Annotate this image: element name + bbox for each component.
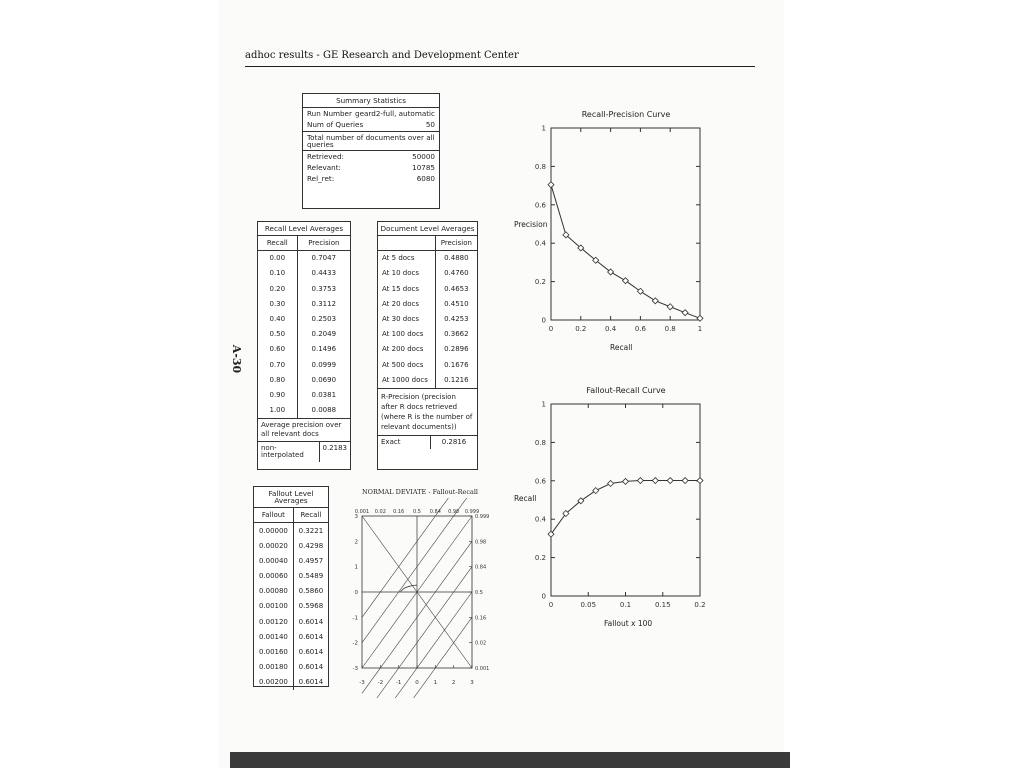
rp-point [652, 298, 658, 304]
recall-level-row [258, 327, 350, 342]
total-docs-label: Total number of documents over all queries [307, 132, 435, 149]
exact-label: Exact [378, 436, 431, 449]
doc-precision-col-header: Precision [435, 236, 477, 251]
doc-level-key: At 15 docs [382, 284, 419, 293]
recall-level-row [258, 358, 350, 373]
doc-level-row [378, 282, 477, 297]
normal-deviate-plot [348, 498, 498, 698]
doc-level-key: At 500 docs [382, 360, 424, 369]
fr-frame [551, 404, 700, 596]
doc-level-key: At 10 docs [382, 269, 419, 278]
recall-level-value: 0.3753 [297, 282, 350, 297]
fallout-level-key: 0.00000 [258, 526, 288, 535]
recall-level-title: Recall Level Averages [258, 222, 350, 236]
summary-title: Summary Statistics [303, 94, 439, 108]
rp-xtick-label: 0.8 [664, 325, 676, 333]
fr-point [608, 480, 614, 486]
fallout-level-value: 0.6014 [293, 660, 328, 675]
recall-level-row [258, 403, 350, 418]
doc-level-value: 0.4510 [435, 297, 477, 312]
fr-point [697, 478, 703, 484]
fr-point [623, 478, 629, 484]
nd-right-tick: 0.84 [475, 564, 487, 571]
fallout-level-value: 0.4957 [293, 554, 328, 569]
page-number-label: A-30 [230, 344, 243, 374]
fallout-level-key: 0.00140 [258, 632, 288, 641]
fallout-level-title: Fallout Level Averages [254, 487, 328, 508]
nd-left-tick: 2 [354, 539, 358, 546]
fr-point [637, 478, 643, 484]
fallout-level-value: 0.6014 [293, 675, 328, 690]
fallout-level-box [253, 486, 329, 687]
nd-left-tick: -2 [352, 640, 358, 647]
rp-frame [551, 128, 700, 320]
nd-bottom-tick: -2 [377, 680, 384, 686]
fr-ytick-label: 1 [541, 400, 546, 409]
num-queries-label: Num of Queries [307, 120, 364, 130]
rp-title: Recall-Precision Curve [581, 110, 671, 119]
rp-ytick-label: 1 [541, 124, 546, 133]
avg-precision-label: Average precision over all relevant docs [258, 418, 350, 441]
nd-top-tick: 0.5 [413, 509, 421, 515]
nd-left-tick: 1 [354, 564, 358, 571]
rp-xtick-label: 0 [548, 325, 554, 333]
r-precision-text: R-Precision (precision after R docs retrieved (where R is the number of relevant documents)) [378, 388, 477, 436]
fallout-level-key: 0.00120 [258, 617, 288, 626]
fallout-level-value: 0.6014 [293, 615, 328, 630]
fr-point [682, 478, 688, 484]
recall-level-value: 0.7047 [297, 251, 350, 267]
fr-ytick-label: 0.6 [534, 477, 546, 486]
doc-level-row [378, 266, 477, 281]
fallout-level-row [254, 615, 328, 630]
precision-col-header: Precision [297, 236, 350, 251]
recall-level-value: 0.0088 [297, 403, 350, 418]
fallout-level-row [254, 645, 328, 660]
fallout-level-value: 0.6014 [293, 630, 328, 645]
fr-ytick-label: 0 [541, 592, 546, 601]
rp-ytick-label: 0.6 [534, 201, 546, 210]
recall-level-key: 0.60 [269, 345, 286, 354]
doc-level-value: 0.1676 [435, 358, 477, 373]
doc-level-row [378, 327, 477, 342]
doc-level-key: At 20 docs [382, 299, 419, 308]
fallout-level-row [254, 599, 328, 614]
rp-series-line [551, 185, 700, 319]
recall-level-row [258, 266, 350, 281]
document-level-table [378, 236, 477, 388]
doc-level-value: 0.4653 [435, 282, 477, 297]
recall-col-header: Recall [258, 236, 297, 251]
doc-level-key: At 1000 docs [382, 375, 428, 384]
doc-level-key: At 100 docs [382, 330, 424, 339]
nd-right-tick: 0.001 [475, 666, 490, 672]
fr-point [593, 488, 599, 494]
nd-bottom-tick: 1 [433, 680, 438, 686]
nd-top-tick: 0.001 [354, 509, 370, 515]
document-level-box [377, 221, 478, 470]
fallout-level-value: 0.3221 [293, 523, 328, 539]
recall-level-key: 0.90 [269, 390, 286, 399]
doc-level-row [378, 373, 477, 388]
doc-level-value: 0.3662 [435, 327, 477, 342]
nd-bottom-tick: 3 [470, 680, 474, 686]
recall-precision-chart [525, 118, 745, 348]
rp-ytick-label: 0.2 [534, 278, 546, 287]
rp-ytick-label: 0.4 [534, 239, 546, 248]
nd-bottom-tick: 2 [451, 680, 456, 686]
page-header: adhoc results - GE Research and Development Center [245, 50, 519, 61]
fallout-level-value: 0.5860 [293, 584, 328, 599]
doc-level-value: 0.4253 [435, 312, 477, 327]
fallout-level-row [254, 675, 328, 690]
fallout-level-key: 0.00020 [258, 541, 288, 550]
doc-level-value: 0.4760 [435, 266, 477, 281]
nd-top-tick: 0.98 [448, 509, 460, 515]
document-level-title: Document Level Averages [378, 222, 477, 236]
nd-left-tick: 3 [354, 514, 358, 520]
run-number-value: geard2-full, automatic [355, 109, 435, 119]
relret-value: 6080 [416, 174, 435, 184]
fallout-level-key: 0.00060 [258, 572, 288, 581]
recall-level-value: 0.0999 [297, 358, 350, 373]
doc-level-key: At 30 docs [382, 315, 419, 324]
rp-ylabel: Precision [514, 220, 548, 229]
fallout-level-row [254, 539, 328, 554]
fr-point [652, 478, 658, 484]
recall-level-key: 0.30 [269, 299, 286, 308]
fallout-recall-chart [525, 394, 745, 624]
doc-level-key: At 200 docs [382, 345, 424, 354]
recall-level-value: 0.2049 [297, 327, 350, 342]
nd-top-tick: 0.02 [374, 509, 386, 515]
nd-top-tick: 0.999 [464, 509, 480, 515]
fallout-level-row [254, 660, 328, 675]
retrieved-label: Retrieved: [307, 152, 344, 162]
recall-level-row [258, 388, 350, 403]
recall-level-row [258, 312, 350, 327]
scan-edge [230, 752, 790, 768]
fallout-level-row [254, 569, 328, 584]
nd-bottom-tick: -1 [395, 680, 402, 686]
noninterp-value: 0.2183 [322, 444, 347, 453]
fr-xtick-label: 0.1 [619, 601, 632, 609]
recall-level-value: 0.2503 [297, 312, 350, 327]
fr-ylabel: Recall [514, 494, 537, 503]
rp-point [667, 304, 673, 310]
recall-level-value: 0.3112 [297, 297, 350, 312]
recall-level-table [258, 236, 350, 418]
fr-point [667, 478, 673, 484]
fr-title: Fallout-Recall Curve [586, 386, 666, 395]
recall-level-row [258, 373, 350, 388]
summary-statistics-box [302, 93, 440, 209]
fr-series-line [551, 481, 700, 535]
fr-xtick-label: 0 [548, 601, 554, 609]
recall-level-key: 1.00 [269, 406, 286, 415]
rp-xtick-label: 0.4 [605, 325, 617, 333]
recall-level-row [258, 282, 350, 297]
relret-label: Rel_ret: [307, 174, 335, 184]
exact-value: 0.2816 [441, 438, 467, 447]
fallout-level-key: 0.00100 [258, 602, 288, 611]
noninterp-label: non-interpolated [258, 442, 320, 462]
rp-point [682, 310, 688, 316]
doc-level-value: 0.4880 [435, 251, 477, 267]
fallout-level-row [254, 584, 328, 599]
nd-right-tick: 0.5 [475, 590, 483, 596]
recall-level-key: 0.70 [269, 360, 286, 369]
doc-level-row [378, 358, 477, 373]
fallout-level-row [254, 523, 328, 539]
recall-level-key: 0.00 [269, 254, 286, 263]
nd-top-tick: 0.84 [429, 509, 441, 515]
nd-left-tick: -3 [352, 666, 358, 672]
doc-level-row [378, 297, 477, 312]
recall-level-key: 0.40 [269, 315, 286, 324]
rp-xtick-label: 0.6 [634, 325, 646, 333]
recall-level-value: 0.1496 [297, 342, 350, 357]
fallout-level-row [254, 554, 328, 569]
fallout-level-key: 0.00080 [258, 587, 288, 596]
nd-bottom-tick: -3 [359, 680, 365, 686]
relevant-value: 10785 [412, 163, 435, 173]
recall-level-box [257, 221, 351, 470]
fr-ytick-label: 0.2 [534, 554, 546, 563]
num-queries-value: 50 [425, 120, 435, 130]
fr-xtick-label: 0.05 [580, 601, 597, 609]
fallout-level-row [254, 630, 328, 645]
recall-level-value: 0.0690 [297, 373, 350, 388]
doc-level-value: 0.2896 [435, 342, 477, 357]
fr-xlabel: Fallout x 100 [604, 619, 653, 628]
fallout-level-value: 0.6014 [293, 645, 328, 660]
fallout-recall-col-header: Recall [293, 508, 328, 523]
fallout-level-key: 0.00180 [258, 663, 288, 672]
nd-top-tick: 0.16 [393, 509, 405, 515]
nd-left-tick: -1 [352, 615, 358, 622]
recall-level-key: 0.10 [269, 269, 286, 278]
recall-level-key: 0.80 [269, 375, 286, 384]
recall-level-row [258, 342, 350, 357]
rp-ytick-label: 0 [541, 316, 546, 325]
rp-xlabel: Recall [610, 343, 633, 352]
recall-level-key: 0.20 [269, 284, 286, 293]
fallout-level-key: 0.00040 [258, 556, 288, 565]
fallout-level-value: 0.5968 [293, 599, 328, 614]
recall-level-value: 0.4433 [297, 266, 350, 281]
doc-level-value: 0.1216 [435, 373, 477, 388]
recall-level-row [258, 251, 350, 267]
nd-right-tick: 0.02 [475, 640, 487, 647]
rp-point [548, 182, 554, 188]
rp-xtick-label: 1 [697, 325, 703, 333]
fr-ytick-label: 0.4 [534, 515, 546, 524]
recall-level-row [258, 297, 350, 312]
nd-bottom-tick: 0 [415, 680, 419, 686]
nd-right-tick: 0.999 [475, 514, 490, 520]
retrieved-value: 50000 [412, 152, 435, 162]
fallout-col-header: Fallout [254, 508, 293, 523]
rp-xtick-label: 0.2 [575, 325, 587, 333]
fallout-level-table [254, 508, 328, 690]
normal-deviate-title: NORMAL DEVIATE - Fallout-Recall [361, 488, 479, 496]
fallout-level-key: 0.00200 [258, 678, 288, 687]
run-number-label: Run Number [307, 109, 352, 119]
doc-level-row [378, 342, 477, 357]
doc-level-row [378, 251, 477, 267]
relevant-label: Relevant: [307, 163, 341, 173]
fallout-level-value: 0.4298 [293, 539, 328, 554]
doc-level-key: At 5 docs [382, 254, 415, 263]
fallout-level-key: 0.00160 [258, 648, 288, 656]
fr-xtick-label: 0.15 [654, 601, 671, 609]
doc-level-row [378, 312, 477, 327]
fallout-level-value: 0.5489 [293, 569, 328, 584]
recall-level-key: 0.50 [269, 330, 286, 339]
nd-left-tick: 0 [354, 590, 358, 596]
recall-level-value: 0.0381 [297, 388, 350, 403]
header-rule [245, 66, 755, 67]
fr-ytick-label: 0.8 [534, 438, 546, 447]
nd-right-tick: 0.98 [475, 539, 487, 546]
rp-ytick-label: 0.8 [534, 162, 546, 171]
fr-xtick-label: 0.2 [694, 601, 706, 609]
nd-right-tick: 0.16 [475, 615, 487, 622]
